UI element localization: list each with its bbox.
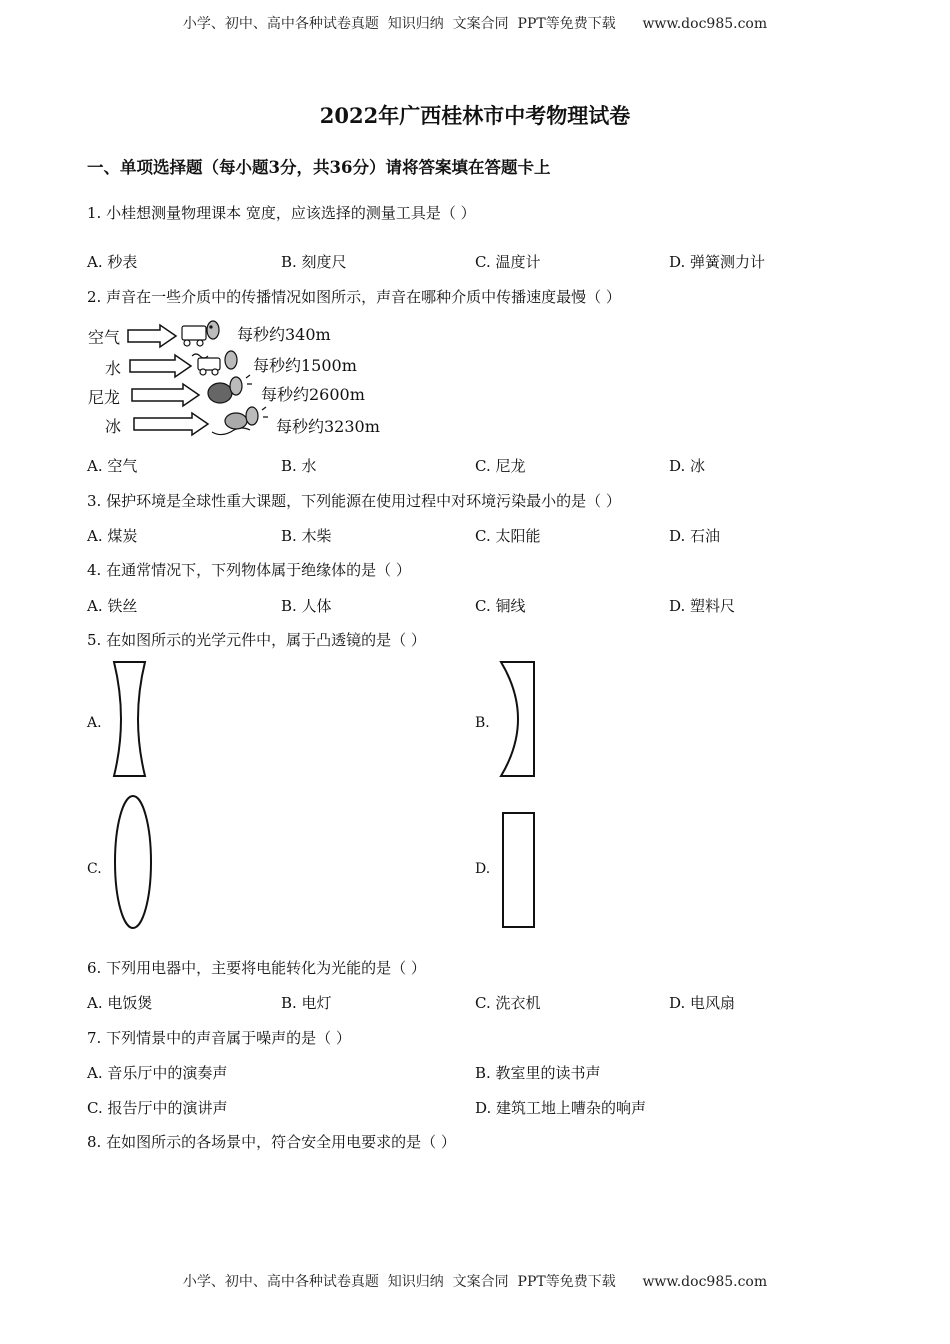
page-header: 小学、初中、高中各种试卷真题 知识归纳 文案合同 PPT等免费下载 www.doc985.com [182,16,768,32]
q7-option-a: A. 音乐厅中的演奏声 [87,1064,228,1082]
q3-option-c: C. 太阳能 [475,527,541,545]
q2-option-d: D. 冰 [669,457,706,475]
q2-option-a: A. 空气 [87,457,138,475]
speed-label-water: 每秒约1500m [253,356,357,375]
page-footer: 小学、初中、高中各种试卷真题 知识归纳 文案合同 PPT等免费下载 www.doc985.com [182,1274,768,1290]
question-5: 5. 在如图所示的光学元件中，属于凸透镜的是（ ） [87,631,426,649]
speed-label-nylon: 每秒约2600m [261,385,365,404]
q5-option-d: D. [475,861,491,877]
medium-label-ice: 冰 [105,417,122,436]
q7-option-c: C. 报告厅中的演讲声 [87,1099,228,1117]
q1-option-a: A. 秒表 [87,253,138,271]
q7-option-b: B. 教室里的读书声 [475,1064,601,1082]
q5-option-c: C. [87,861,102,877]
section-heading: 一、单项选择题（每小题3分，共36分）请将答案填在答题卡上 [87,158,551,177]
speed-label-ice: 每秒约3230m [276,417,380,436]
question-8: 8. 在如图所示的各场景中，符合安全用电要求的是（ ） [87,1133,456,1151]
page-title: 2022年广西桂林市中考物理试卷 [319,103,631,128]
q5-option-a: A. [87,715,102,731]
medium-label-water: 水 [105,359,122,378]
q1-option-b: B. 刻度尺 [281,253,347,271]
q6-option-d: D. 电风扇 [669,994,736,1012]
q2-option-c: C. 尼龙 [475,457,526,475]
glass-slab-icon [503,813,534,927]
question-7: 7. 下列情景中的声音属于噪声的是（ ） [87,1029,351,1047]
q6-option-a: A. 电饭煲 [87,994,153,1012]
q3-option-a: A. 煤炭 [87,527,138,545]
q7-option-d: D. 建筑工地上嘈杂的响声 [475,1099,647,1117]
q3-option-b: B. 木柴 [281,527,332,545]
q6-option-c: C. 洗衣机 [475,994,541,1012]
q4-option-a: A. 铁丝 [87,597,138,615]
meniscus-lens-icon [501,662,534,776]
question-2: 2. 声音在一些介质中的传播情况如图所示，声音在哪种介质中传播速度最慢（ ） [87,288,621,306]
question-6: 6. 下列用电器中，主要将电能转化为光能的是（ ） [87,959,426,977]
medium-label-nylon: 尼龙 [88,388,121,407]
question-1: 1. 小桂想测量物理课本 宽度，应该选择的测量工具是（ ） [87,204,476,222]
medium-label-air: 空气 [88,328,121,347]
q3-option-d: D. 石油 [669,527,721,545]
q4-option-d: D. 塑料尺 [669,597,736,615]
q1-option-d: D. 弹簧测力计 [669,253,766,271]
q1-option-c: C. 温度计 [475,253,541,271]
q6-option-b: B. 电灯 [281,994,332,1012]
question-4: 4. 在通常情况下，下列物体属于绝缘体的是（ ） [87,561,411,579]
q2-option-b: B. 水 [281,457,317,475]
speed-label-air: 每秒约340m [237,325,331,344]
convex-lens-icon [115,796,151,928]
q4-option-b: B. 人体 [281,597,332,615]
q5-option-b: B. [475,715,490,731]
q4-option-c: C. 铜线 [475,597,526,615]
concave-lens-icon [114,662,145,776]
question-3: 3. 保护环境是全球性重大课题，下列能源在使用过程中对环境污染最小的是（ ） [87,492,621,510]
